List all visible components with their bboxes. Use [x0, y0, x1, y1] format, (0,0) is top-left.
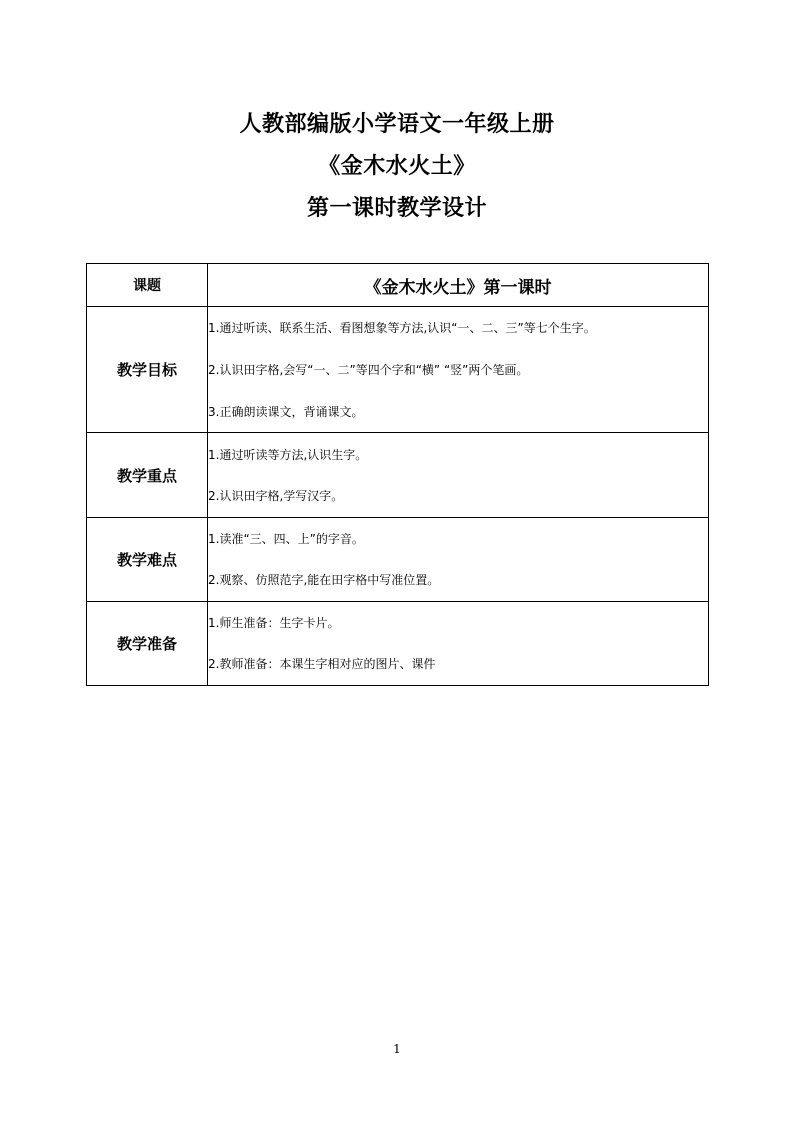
- goals-item-2: 2.认识田字格,会写“一、二”等四个字和“横” “竖”两个笔画。: [208, 362, 529, 377]
- difficulties-item-2: 2.观察、仿照范字,能在田字格中写准位置。: [208, 573, 440, 587]
- goals-content: [208, 307, 709, 433]
- title-design: 第一课时教学设计: [306, 196, 487, 221]
- key-points-label: 教学重点: [87, 433, 208, 518]
- preparation-item-2: 2.教师准备：本课生字相对应的图片、课件: [208, 657, 436, 671]
- page-number: 1: [393, 1042, 401, 1056]
- title-lesson-name: 《金木水火土》: [318, 154, 476, 179]
- table-row-preparation: [87, 602, 709, 686]
- difficulties-item-1: 1.读准“三、四、上”的字音。: [208, 532, 364, 546]
- table-row-difficulties: [87, 518, 709, 602]
- key-points-item-1: 1.通过听读等方法,认识生字。: [208, 447, 368, 462]
- preparation-item-1: 1.师生准备：生字卡片。: [208, 616, 340, 630]
- document-title: [0, 104, 794, 230]
- difficulties-label: 教学难点: [87, 518, 208, 602]
- title-textbook: 人教部编版小学语文一年级上册: [239, 112, 555, 137]
- lesson-plan-table: [86, 263, 709, 686]
- topic-value: 《金木水火土》第一课时: [208, 264, 709, 307]
- key-points-content: [208, 433, 709, 518]
- preparation-label: 教学准备: [87, 602, 208, 686]
- goals-item-1: 1.通过听读、联系生活、看图想象等方法,认识“一、二、三”等七个生字。: [208, 320, 596, 335]
- key-points-item-2: 2.认识田字格,学写汉字。: [208, 488, 344, 503]
- difficulties-content: [208, 518, 709, 602]
- table-row-key-points: [87, 433, 709, 518]
- goals-label: 教学目标: [87, 307, 208, 433]
- table-row-topic: [87, 264, 709, 307]
- goals-item-3: 3.正确朗读课文，背诵课文。: [208, 404, 364, 419]
- preparation-content: [208, 602, 709, 686]
- topic-label: 课题: [87, 264, 208, 307]
- table-row-goals: [87, 307, 709, 433]
